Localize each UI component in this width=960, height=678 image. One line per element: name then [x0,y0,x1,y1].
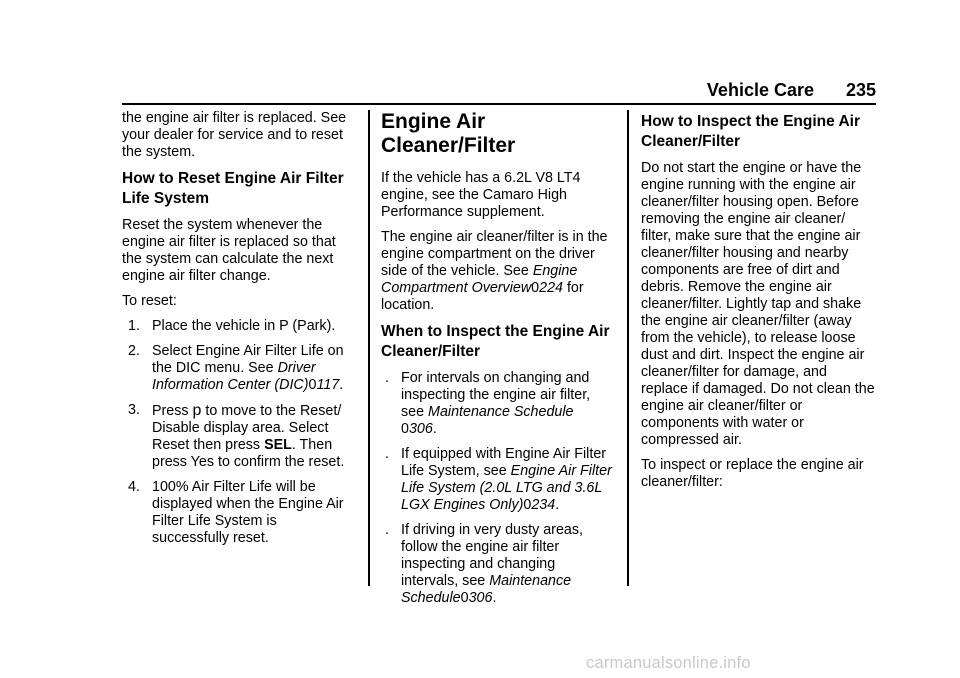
bullet-text: For intervals on changing and inspecting the engine air filter, see [401,370,591,420]
page-header [122,80,876,102]
list-item [381,522,613,607]
page-reference[interactable]: 234 [531,497,556,513]
page-ref-arrow: 0 [401,421,409,437]
bullet-marker: . [385,370,389,386]
page-ref-arrow: 0 [523,497,532,513]
reset-steps [122,318,354,547]
paragraph-text: The engine air cleaner/filter is in the engine compartment on the driver side of the vehicle. See [381,229,608,279]
page-ref-arrow: 0 [531,280,540,296]
inspect-paragraph: Do not start the engine or have the engine running with the engine air cleaner/filter housing open. Before removing the engine air cleaner/ filter, make sure that the engine air cleaner/filter housing and nearby components are free of dirt and debris. Remove the engine air cleaner/filter. Lightly tap and shake the engine air cleaner/filter (away from the vehicle), to release loose dust and dirt. Inspect the engine air cleaner/filter for damage, and replace if damaged. Do not clean the engine air cleaner/filter or components with water or compressed air. [641,160,875,448]
step-number: 4. [128,479,140,495]
list-item [122,343,354,394]
section-title: Vehicle Care [706,80,814,100]
step-number: 1. [128,318,140,334]
reset-heading: How to Reset Engine Air Filter Life System [122,170,344,207]
step-text-mid: to move to the Reset/ Disable display area. Select Reset then press [152,403,342,453]
step-text: Select Engine Air Filter Life on the DIC menu. See [152,343,344,376]
page-reference[interactable]: 224 [539,280,563,296]
cross-reference-link[interactable]: Engine Compartment Overview [381,263,578,296]
step-number: 3. [128,402,140,418]
column-divider-1 [368,110,370,586]
page-reference[interactable]: 306 [468,590,493,606]
bullet-marker: . [385,446,389,462]
lt4-paragraph: If the vehicle has a 6.2L V8 LT4 engine, see the Camaro High Performance supplement. [381,170,581,220]
bullet-text: If driving in very dusty areas, follow the engine air filter inspecting and changing intervals, see [401,522,583,589]
page-ref-arrow: 0 [308,377,317,393]
list-item [122,402,354,471]
location-paragraph [381,229,613,314]
inspect-how-heading: How to Inspect the Engine Air Cleaner/Filter [641,113,861,150]
column-1 [122,110,354,555]
page-number: 235 [845,80,876,100]
bullet-marker: . [385,522,389,538]
step-text-end: . [339,377,344,393]
page-ref-arrow: 0 [460,590,469,606]
bullet-text-end: . [432,421,437,437]
sel-button-label: SEL [264,437,292,453]
step-text: 100% Air Filter Life will be displayed when the Engine Air Filter Life System is successfully reset. [152,479,344,546]
right-arrow-button-icon: p [192,402,202,419]
inspect-when-heading: When to Inspect the Engine Air Cleaner/Filter [381,323,610,360]
cross-reference-link[interactable]: Maintenance Schedule [401,573,572,606]
bullet-text: If equipped with Engine Air Filter Life System, see [401,446,607,479]
replace-paragraph: To inspect or replace the engine air cleaner/filter: [641,457,864,490]
step-text-end: . Then press Yes to confirm the reset. [152,437,345,470]
cross-reference-link[interactable]: Engine Air Filter Life System (2.0L LTG and 3.6L LGX Engines Only) [401,463,612,513]
column-2 [381,110,613,615]
to-reset-label: To reset: [122,293,177,309]
step-number: 2. [128,343,140,359]
step-text: Place the vehicle in P (Park). [152,318,336,334]
paragraph-text-end: for location. [381,280,584,313]
bullet-text-end: . [555,497,560,513]
intro-paragraph: the engine air filter is replaced. See your dealer for service and to reset the system. [122,110,347,160]
bullet-text-end: . [492,590,497,606]
inspect-bullets [381,370,613,607]
page-reference[interactable]: 306 [408,421,433,437]
list-item [122,479,354,547]
step-text: Press [152,403,193,419]
list-item [381,446,613,514]
watermark: carmanualsonline.info [586,654,751,672]
header-rule [122,103,876,105]
page-reference[interactable]: 117 [316,377,340,393]
cross-reference-link[interactable]: Maintenance Schedule [428,404,574,420]
column-divider-2 [627,110,629,586]
list-item [381,370,613,438]
column-3 [641,110,877,499]
main-heading: Engine Air Cleaner/Filter [381,110,516,157]
cross-reference-link[interactable]: Driver Information Center (DIC) [152,360,316,393]
reset-paragraph: Reset the system whenever the engine air filter is replaced so that the system can calculate the next engine air filter change. [122,217,336,284]
list-item [122,318,354,335]
